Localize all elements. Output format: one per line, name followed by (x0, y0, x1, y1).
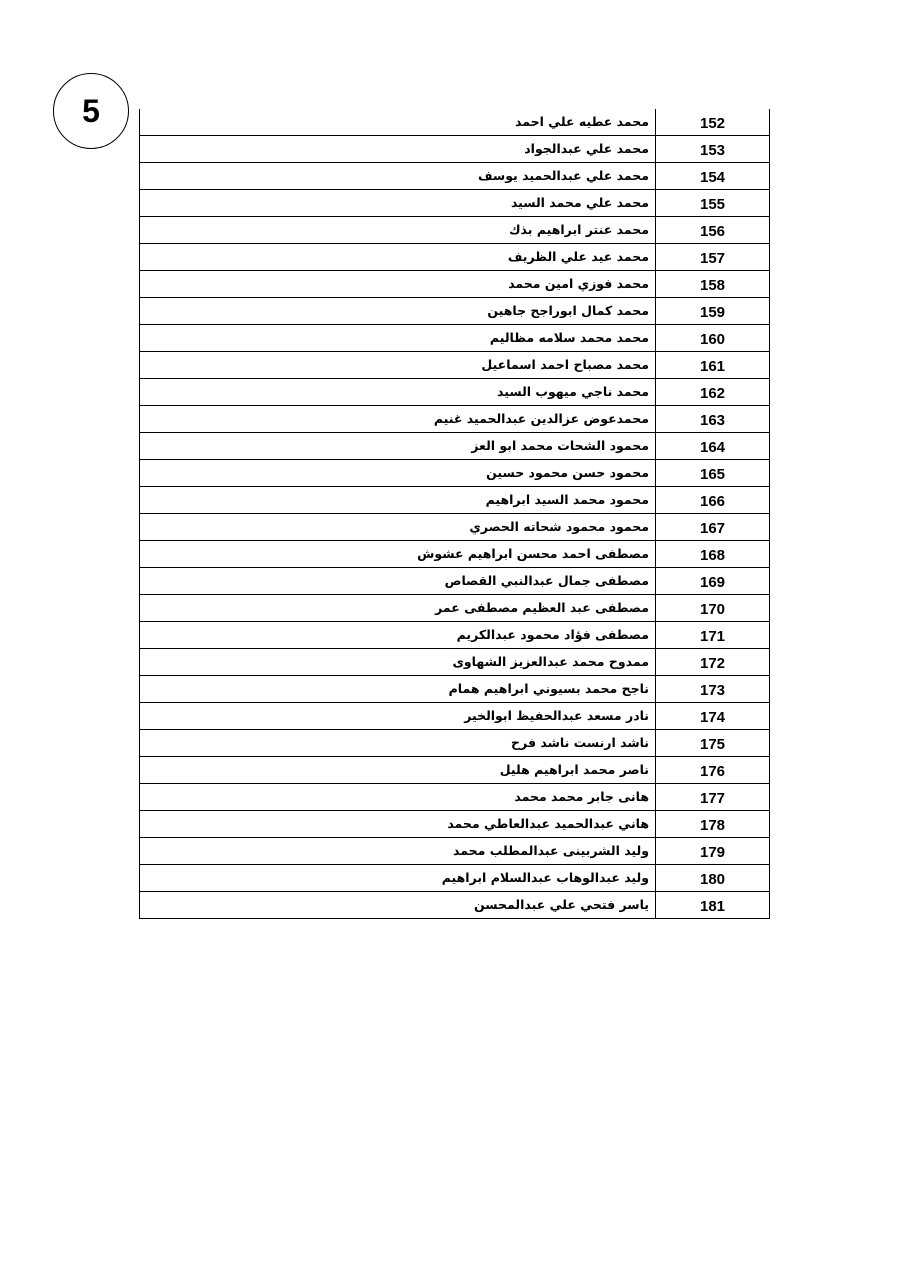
number-cell: 179 (655, 838, 770, 864)
name-cell: محمد فوزي امين محمد (139, 271, 655, 297)
number-cell: 170 (655, 595, 770, 621)
number-cell: 162 (655, 379, 770, 405)
number-cell: 181 (655, 892, 770, 918)
table-row (139, 352, 770, 379)
number-cell: 168 (655, 541, 770, 567)
table-row (139, 703, 770, 730)
table-row (139, 244, 770, 271)
table-row (139, 271, 770, 298)
name-cell: ناصر محمد ابراهيم هليل (139, 757, 655, 783)
number-cell: 174 (655, 703, 770, 729)
number-cell: 176 (655, 757, 770, 783)
table-row (139, 109, 770, 136)
number-cell: 178 (655, 811, 770, 837)
name-cell: محمد عطيه علي احمد (139, 109, 655, 135)
table-row (139, 784, 770, 811)
table-row (139, 730, 770, 757)
name-cell: نادر مسعد عبدالحفيظ ابوالخير (139, 703, 655, 729)
table-row (139, 892, 770, 919)
name-cell: مصطفى عبد العظيم مصطفى عمر (139, 595, 655, 621)
name-cell: محمود حسن محمود حسين (139, 460, 655, 486)
number-cell: 172 (655, 649, 770, 675)
name-cell: هانى جابر محمد محمد (139, 784, 655, 810)
number-cell: 157 (655, 244, 770, 270)
number-cell: 153 (655, 136, 770, 162)
table-row (139, 568, 770, 595)
name-cell: محمد عنتر ابراهيم بذك (139, 217, 655, 243)
table-row (139, 811, 770, 838)
number-cell: 175 (655, 730, 770, 756)
table-row (139, 838, 770, 865)
table-row (139, 325, 770, 352)
names-table (139, 109, 770, 919)
number-cell: 169 (655, 568, 770, 594)
name-cell: محمد ناجي ميهوب السيد (139, 379, 655, 405)
page-number-badge: 5 (53, 73, 129, 149)
number-cell: 160 (655, 325, 770, 351)
number-cell: 163 (655, 406, 770, 432)
name-cell: محمد محمد سلامه مظاليم (139, 325, 655, 351)
name-cell: محمد علي محمد السيد (139, 190, 655, 216)
table-row (139, 514, 770, 541)
table-row (139, 190, 770, 217)
number-cell: 164 (655, 433, 770, 459)
number-cell: 177 (655, 784, 770, 810)
number-cell: 165 (655, 460, 770, 486)
name-cell: محمود محمود شحاته الحصري (139, 514, 655, 540)
table-row (139, 433, 770, 460)
table-row (139, 379, 770, 406)
name-cell: محمد عيد علي الظريف (139, 244, 655, 270)
name-cell: مصطفى جمال عبدالنبي القصاص (139, 568, 655, 594)
number-cell: 166 (655, 487, 770, 513)
table-row (139, 406, 770, 433)
number-cell: 161 (655, 352, 770, 378)
name-cell: مصطفى احمد محسن ابراهيم عشوش (139, 541, 655, 567)
table-row (139, 865, 770, 892)
table-row (139, 595, 770, 622)
name-cell: محمد مصباح احمد اسماعيل (139, 352, 655, 378)
table-row (139, 676, 770, 703)
table-row (139, 163, 770, 190)
name-cell: محمدعوض عزالدين عبدالحميد غنيم (139, 406, 655, 432)
number-cell: 167 (655, 514, 770, 540)
table-row (139, 217, 770, 244)
name-cell: ناجح محمد بسيوني ابراهيم همام (139, 676, 655, 702)
table-row (139, 487, 770, 514)
name-cell: محمد علي عبدالجواد (139, 136, 655, 162)
table-row (139, 136, 770, 163)
name-cell: ناشد ارنست ناشد فرح (139, 730, 655, 756)
table-row (139, 460, 770, 487)
number-cell: 180 (655, 865, 770, 891)
number-cell: 156 (655, 217, 770, 243)
name-cell: محمد كمال ابوراجح جاهين (139, 298, 655, 324)
name-cell: وليد عبدالوهاب عبدالسلام ابراهيم (139, 865, 655, 891)
name-cell: محمد علي عبدالحميد يوسف (139, 163, 655, 189)
number-cell: 159 (655, 298, 770, 324)
name-cell: ياسر فتحي علي عبدالمحسن (139, 892, 655, 918)
number-cell: 155 (655, 190, 770, 216)
name-cell: مصطفى فؤاد محمود عبدالكريم (139, 622, 655, 648)
table-row (139, 298, 770, 325)
name-cell: وليد الشربينى عبدالمطلب محمد (139, 838, 655, 864)
table-row (139, 541, 770, 568)
name-cell: محمود محمد السيد ابراهيم (139, 487, 655, 513)
number-cell: 154 (655, 163, 770, 189)
table-row (139, 649, 770, 676)
name-cell: هاني عبدالحميد عبدالعاطي محمد (139, 811, 655, 837)
number-cell: 152 (655, 109, 770, 135)
name-cell: محمود الشحات محمد ابو العز (139, 433, 655, 459)
table-row (139, 757, 770, 784)
name-cell: ممدوح محمد عبدالعزيز الشهاوى (139, 649, 655, 675)
table-row (139, 622, 770, 649)
number-cell: 171 (655, 622, 770, 648)
number-cell: 173 (655, 676, 770, 702)
number-cell: 158 (655, 271, 770, 297)
